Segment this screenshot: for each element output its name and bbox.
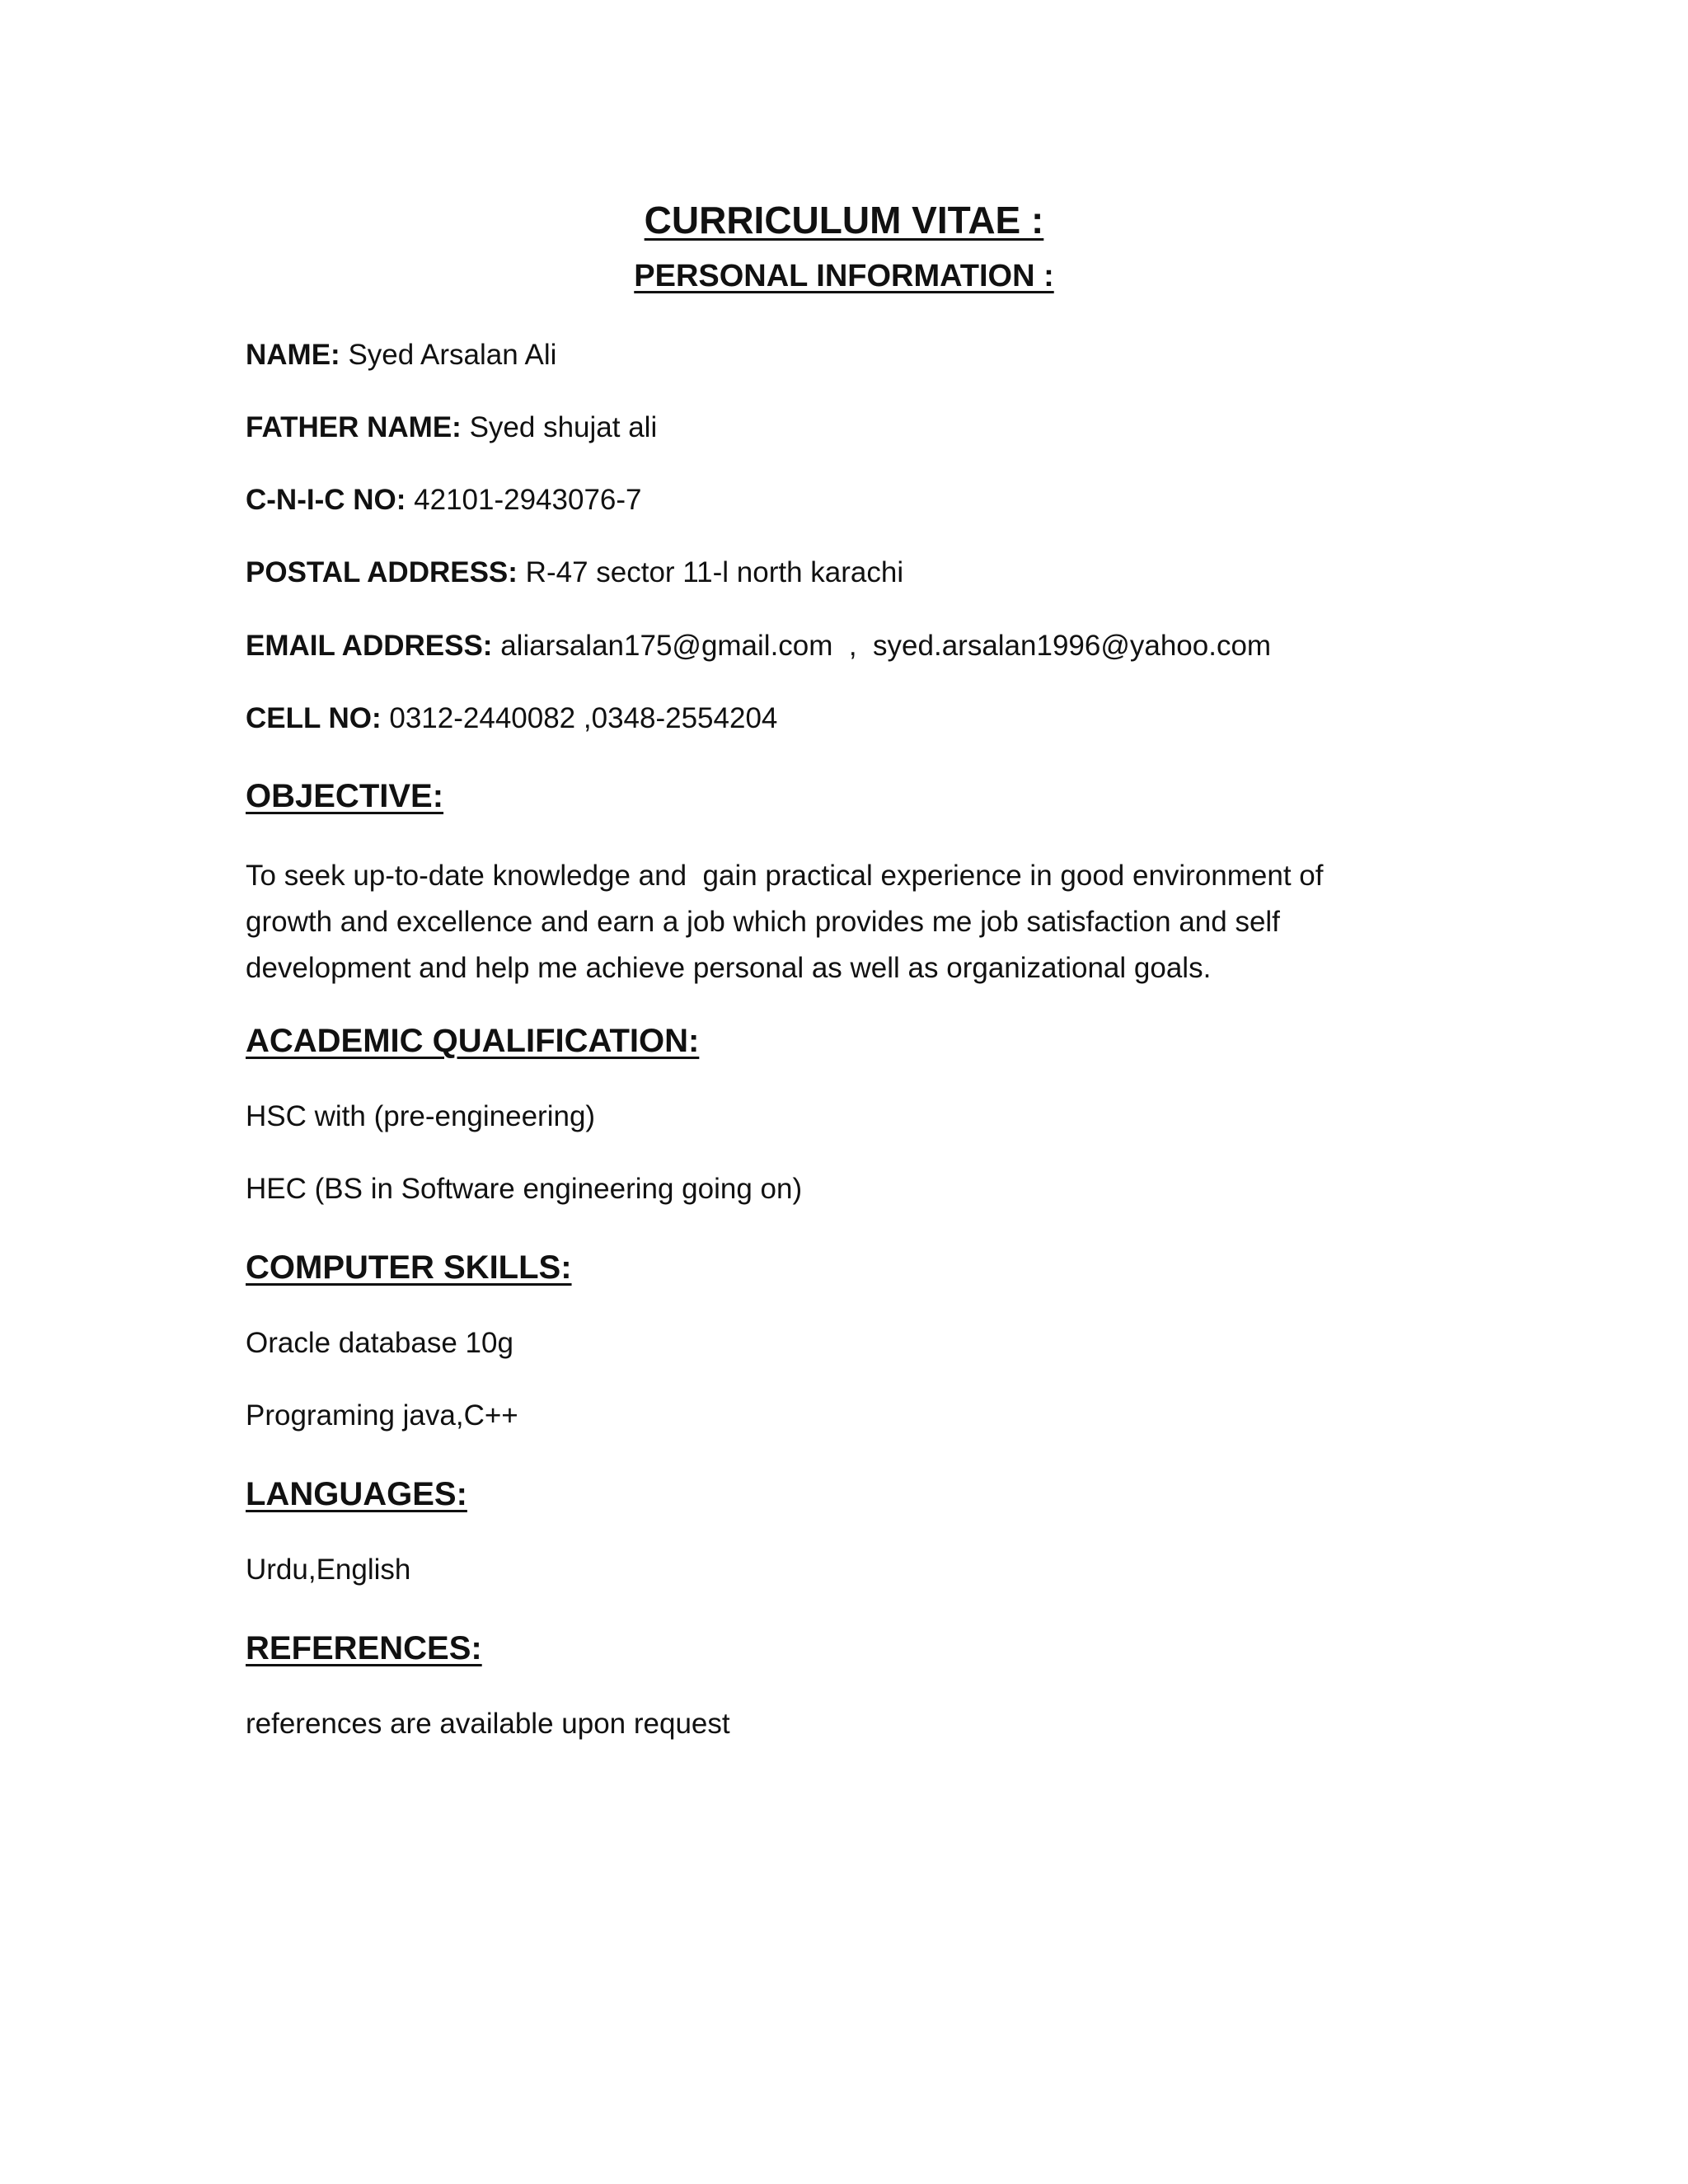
objective-paragraph <box>246 853 1432 991</box>
name-value: Syed Arsalan Ali <box>348 339 557 371</box>
skill-item: Programing java,C++ <box>246 1399 518 1432</box>
objective-line: To seek up-to-date knowledge and gain practical experience in good environment of <box>246 860 1324 892</box>
email-address-value: aliarsalan175@gmail.com , syed.arsalan1996@yahoo.com <box>500 630 1272 662</box>
references-heading: REFERENCES: <box>246 1630 482 1666</box>
name-row <box>246 338 556 373</box>
academic-item: HEC (BS in Software engineering going on) <box>246 1173 803 1205</box>
father-name-row <box>246 410 657 445</box>
father-name-label: FATHER NAME: <box>246 411 462 443</box>
academic-qualification-heading: ACADEMIC QUALIFICATION: <box>246 1023 700 1059</box>
email-address-row <box>246 629 1271 663</box>
cell-number-label: CELL NO: <box>246 702 382 734</box>
postal-address-row <box>246 555 903 590</box>
father-name-value: Syed shujat ali <box>469 411 658 443</box>
section-title-personal-information: PERSONAL INFORMATION : <box>634 259 1054 293</box>
objective-line: development and help me achieve personal as well as organizational goals. <box>246 952 1212 984</box>
references-item: references are available upon request <box>246 1708 730 1740</box>
academic-item: HSC with (pre-engineering) <box>246 1100 596 1132</box>
cell-number-row <box>246 701 777 736</box>
cnic-row <box>246 483 642 518</box>
objective-line: growth and excellence and earn a job which provides me job satisfaction and self <box>246 906 1280 938</box>
skill-item: Oracle database 10g <box>246 1327 513 1359</box>
postal-address-value: R-47 sector 11-l north karachi <box>525 556 904 588</box>
cnic-value: 42101-2943076-7 <box>414 484 642 516</box>
email-address-label: EMAIL ADDRESS: <box>246 630 493 662</box>
postal-address-label: POSTAL ADDRESS: <box>246 556 518 588</box>
cnic-label: C-N-I-C NO: <box>246 484 406 516</box>
language-item: Urdu,English <box>246 1554 411 1586</box>
name-label: NAME: <box>246 339 340 371</box>
computer-skills-heading: COMPUTER SKILLS: <box>246 1249 572 1286</box>
cell-number-value: 0312-2440082 ,0348-2554204 <box>389 702 778 734</box>
objective-heading: OBJECTIVE: <box>246 778 444 814</box>
document-title: CURRICULUM VITAE : <box>644 199 1044 241</box>
languages-heading: LANGUAGES: <box>246 1476 467 1512</box>
